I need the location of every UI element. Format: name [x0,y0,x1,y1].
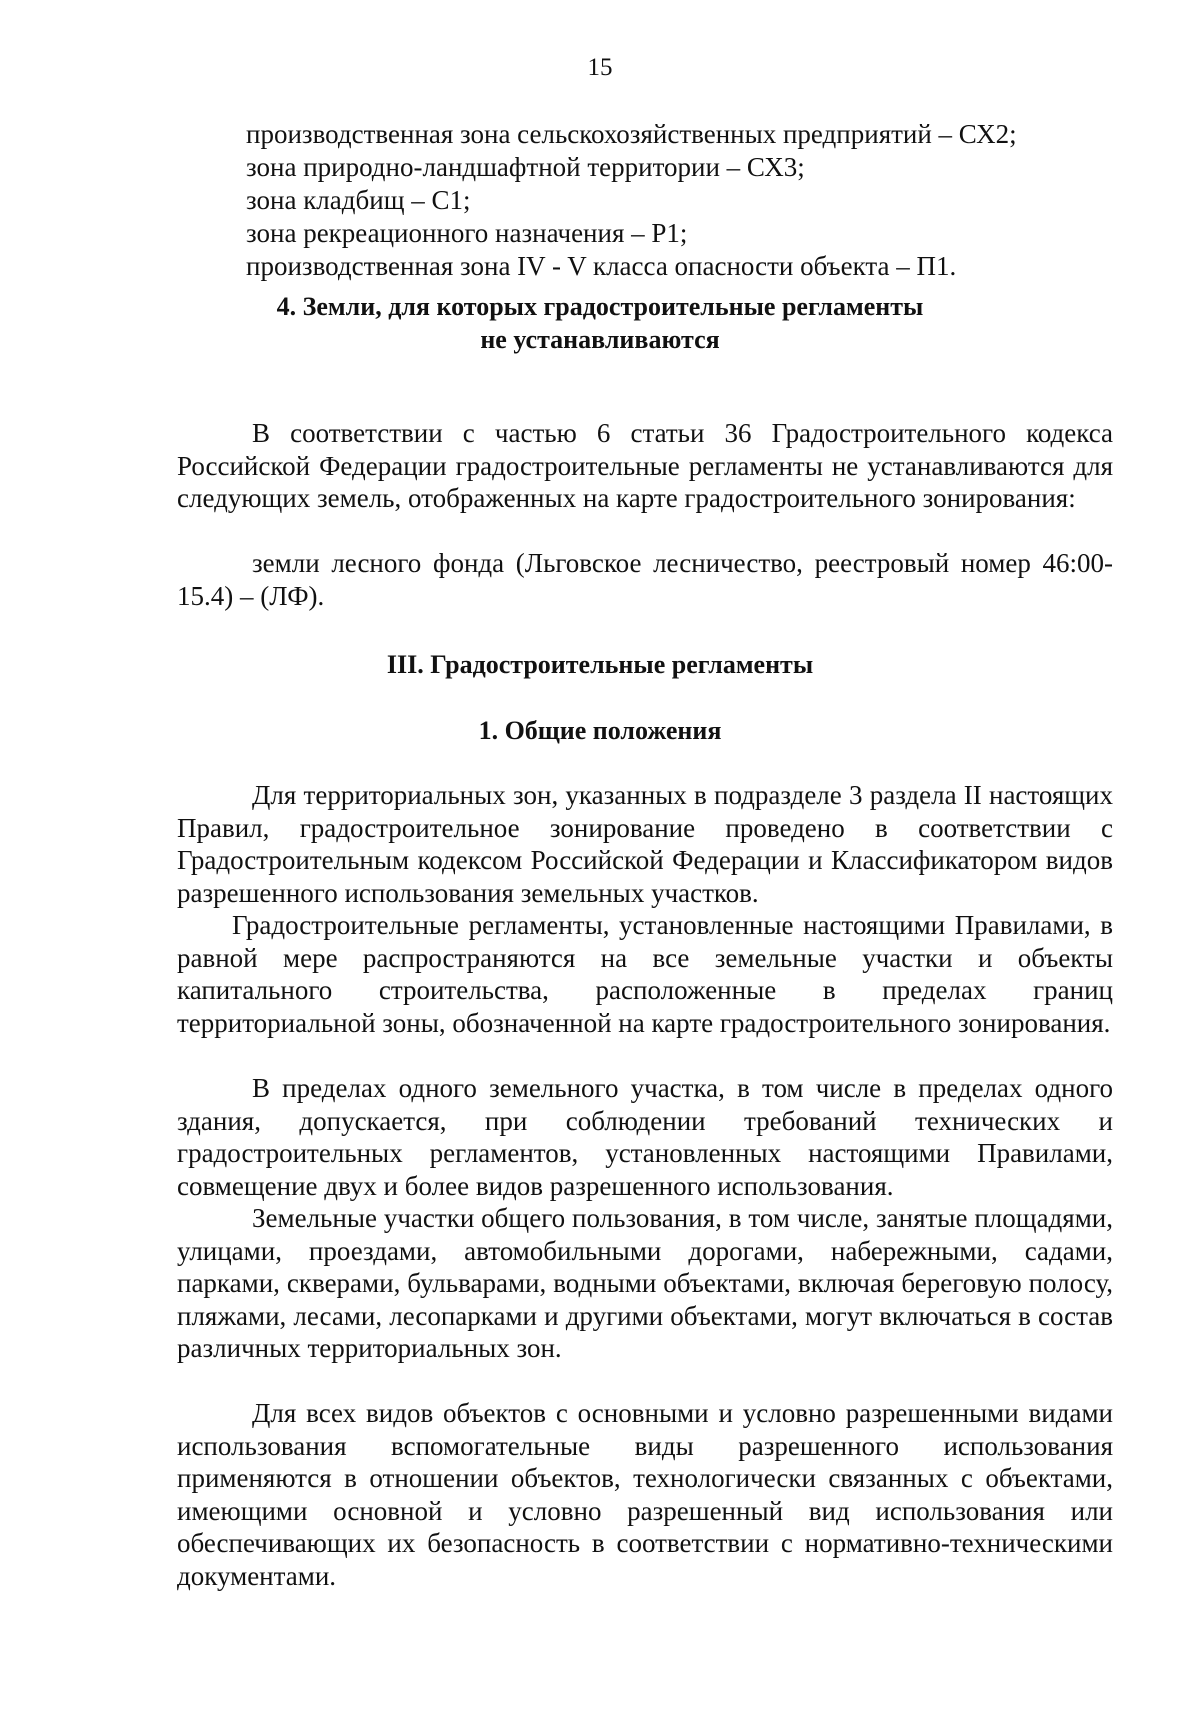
section4-heading [0,290,1200,356]
section4-title-line2: не устанавливаются [480,325,720,354]
section4-paragraph: земли лесного фонда (Льговское лесничество, реестровый номер 46:00-15.4) – (ЛФ). [177,548,1113,611]
subsection1-heading [0,714,1200,747]
zone-list-item: производственная зона IV - V класса опасности объекта – П1. [246,251,957,281]
body-paragraph: Для всех видов объектов с основными и условно разрешенными видами использования вспомогательные виды разрешенного использования применяются в отношении объектов, технологически связанных с объектами, имеющими основной и условно разрешенный вид использования или обеспечивающих их безопасность в соответствии с нормативно-техническими документами. [177,1398,1113,1591]
zone-list-item: зона рекреационного назначения – Р1; [246,218,688,248]
section3-title: III. Градостроительные регламенты [386,650,814,679]
body-paragraph: Для территориальных зон, указанных в подразделе 3 раздела II настоящих Правил, градостроительное зонирование проведено в соответствии с Градостроительным кодексом Российской Федерации и Классификатором видов разрешенного использования земельных участков. [177,780,1113,908]
section4-paragraph: В соответствии с частью 6 статьи 36 Градостроительного кодекса Российской Федерации градостроительные регламенты не устанавливаются для следующих земель, отображенных на карте градостроительного зонирования: [177,418,1113,513]
zone-list-item: производственная зона сельскохозяйственных предприятий – СХ2; [246,119,1017,149]
section3-heading [0,648,1200,681]
page-number: 15 [587,54,613,81]
zone-list-item: зона кладбищ – С1; [246,185,471,215]
body-paragraph: Градостроительные регламенты, установленные настоящими Правилами, в равной мере распространяются на все земельные участки и объекты капитального строительства, расположенные в пределах границ территориальной зоны, обозначенной на карте градостроительного зонирования. [177,910,1113,1038]
subsection1-title: 1. Общие положения [478,716,722,745]
zone-list [246,118,1017,283]
body-paragraph: Земельные участки общего пользования, в том числе, занятые площадями, улицами, проездами, автомобильными дорогами, набережными, садами, парками, скверами, бульварами, водными объектами, включая береговую полосу, пляжами, лесами, лесопарками и другими объектами, могут включаться в состав различных территориальных зон. [177,1203,1113,1363]
body-paragraph: В пределах одного земельного участка, в том числе в пределах одного здания, допускается, при соблюдении требований технических и градостроительных регламентов, установленных настоящими Правилами, совмещение двух и более видов разрешенного использования. [177,1073,1113,1201]
section4-title-line1: 4. Земли, для которых градостроительные регламенты [276,292,924,321]
zone-list-item: зона природно-ландшафтной территории – СХ3; [246,152,805,182]
